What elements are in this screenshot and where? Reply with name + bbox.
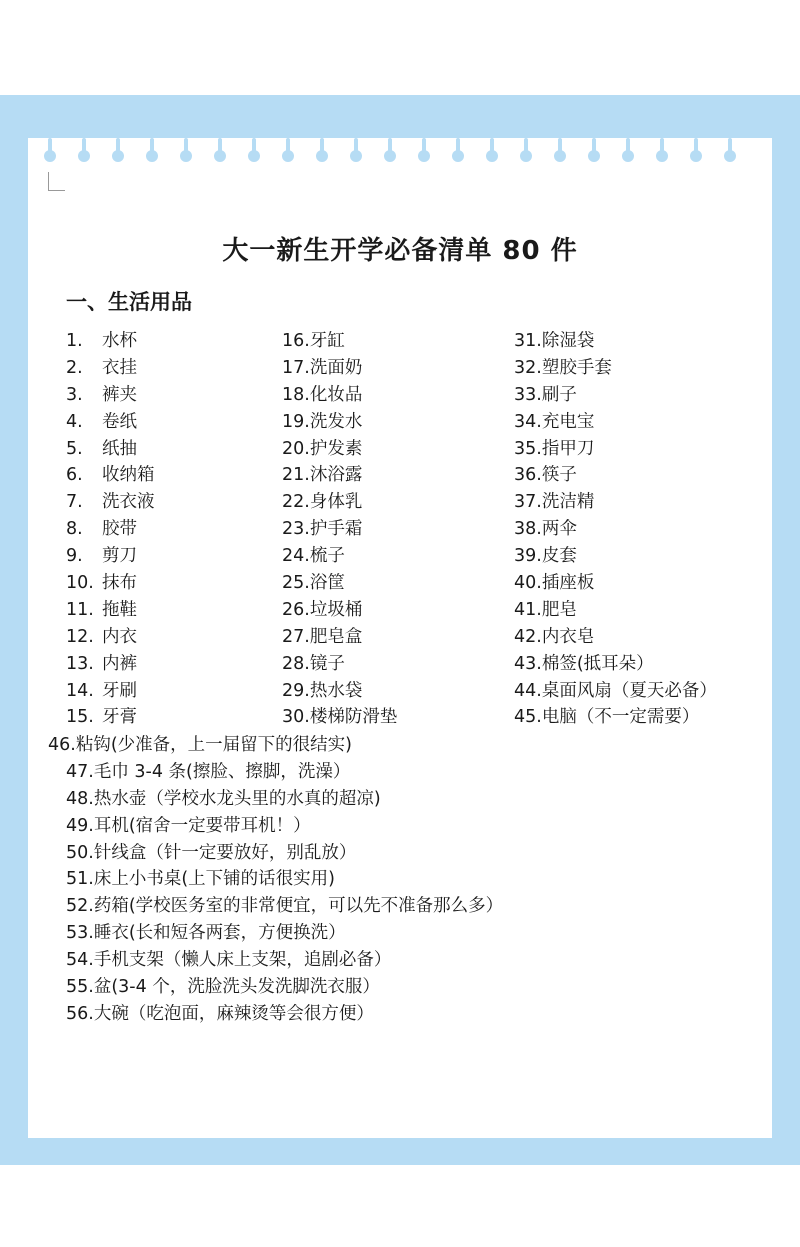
- item-label: 毛巾 3-4 条(擦脸、擦脚，洗澡）: [93, 761, 351, 782]
- list-item: [66, 624, 155, 651]
- item-label: 拖鞋: [102, 599, 137, 620]
- item-number: 21.: [282, 465, 310, 486]
- list-item: [66, 543, 155, 570]
- item-number: 22.: [282, 492, 310, 513]
- list-item: [514, 409, 717, 436]
- item-number: 10.: [66, 573, 94, 594]
- item-column-3: [514, 328, 717, 731]
- item-number: 31.: [514, 331, 542, 351]
- item-number: 8.: [66, 519, 83, 540]
- binder-hole: [622, 150, 634, 162]
- item-label: 针线盒（针一定要放好，别乱放）: [93, 842, 357, 863]
- item-number: 35.: [514, 438, 542, 459]
- item-column-2: [282, 328, 397, 731]
- item-label: 浴筐: [309, 573, 345, 594]
- item-label: 手机支架（懒人床上支架，追剧必备）: [93, 950, 392, 971]
- item-column-1: [66, 328, 155, 731]
- binder-hole: [112, 150, 124, 162]
- item-label: 肥皂: [541, 599, 577, 620]
- list-item: [282, 570, 397, 597]
- item-label: 棉签(抵耳朵）: [541, 653, 654, 674]
- binder-hole: [452, 150, 464, 162]
- item-number: 45.: [514, 707, 542, 728]
- item-number: 37.: [514, 492, 542, 513]
- binder-hole: [656, 150, 668, 162]
- list-item: [514, 624, 717, 651]
- binder-hole: [316, 150, 328, 162]
- binder-hole: [588, 150, 600, 162]
- item-label: 裤夹: [102, 384, 137, 405]
- list-item: [66, 382, 155, 409]
- binder-hole: [78, 150, 90, 162]
- item-number: 43.: [514, 653, 542, 674]
- binder-hole: [418, 150, 430, 162]
- list-item: [282, 597, 397, 624]
- item-number: 56.: [66, 1003, 94, 1024]
- list-item: [66, 409, 155, 436]
- list-item: [66, 462, 155, 489]
- item-label: 床上小书桌(上下铺的话很实用): [93, 869, 335, 890]
- item-number: 1.: [66, 331, 83, 351]
- list-item: [48, 866, 503, 893]
- item-label: 桌面风扇（夏天必备）: [541, 680, 717, 701]
- list-item: [282, 624, 397, 651]
- item-label: 梳子: [309, 546, 345, 567]
- list-item: [282, 462, 397, 489]
- binder-hole: [520, 150, 532, 162]
- list-item: [48, 732, 503, 759]
- list-item: [514, 489, 717, 516]
- item-label: 电脑（不一定需要）: [541, 707, 700, 728]
- item-number: 4.: [66, 411, 83, 432]
- item-number: 17.: [282, 357, 310, 378]
- item-label: 指甲刀: [541, 438, 595, 459]
- list-item: [514, 597, 717, 624]
- item-label: 充电宝: [541, 411, 595, 432]
- item-number: 3.: [66, 384, 83, 405]
- item-number: 19.: [282, 411, 310, 432]
- item-label: 剪刀: [102, 546, 137, 567]
- binder-holes: [28, 138, 772, 168]
- list-item: [282, 328, 397, 355]
- item-label: 粘钩(少准备，上一届留下的很结实): [75, 735, 352, 755]
- item-number: 29.: [282, 680, 310, 701]
- list-item: [282, 516, 397, 543]
- list-item: [48, 947, 503, 974]
- list-item: [282, 678, 397, 705]
- item-label: 抹布: [102, 573, 137, 594]
- list-item: [282, 651, 397, 678]
- section-title: 一、生活用品: [66, 290, 192, 314]
- item-label: 护发素: [309, 438, 363, 459]
- corner-mark: [48, 172, 65, 191]
- binder-hole: [282, 150, 294, 162]
- binder-hole: [554, 150, 566, 162]
- item-label: 洗洁精: [541, 492, 595, 513]
- list-item: [514, 355, 717, 382]
- list-item: [514, 436, 717, 463]
- item-label: 睡衣(长和短各两套，方便换洗）: [93, 923, 346, 944]
- item-number: 50.: [66, 842, 94, 863]
- item-label: 牙缸: [309, 331, 345, 351]
- binder-hole: [350, 150, 362, 162]
- item-label: 纸抽: [102, 438, 137, 459]
- list-item: [514, 651, 717, 678]
- item-number: 44.: [514, 680, 542, 701]
- item-number: 33.: [514, 384, 542, 405]
- item-number: 23.: [282, 519, 310, 540]
- item-label: 除湿袋: [541, 331, 595, 351]
- item-number: 24.: [282, 546, 310, 567]
- item-label: 皮套: [541, 546, 577, 567]
- item-number: 12.: [66, 626, 94, 647]
- item-number: 34.: [514, 411, 542, 432]
- item-label: 耳机(宿舍一定要带耳机！）: [93, 815, 311, 836]
- item-number: 15.: [66, 707, 94, 728]
- binder-hole: [486, 150, 498, 162]
- list-item: [514, 382, 717, 409]
- item-number: 2.: [66, 357, 83, 378]
- list-item: [66, 355, 155, 382]
- item-label: 插座板: [541, 573, 595, 594]
- item-label: 楼梯防滑垫: [309, 707, 398, 728]
- item-number: 27.: [282, 626, 310, 647]
- item-number: 6.: [66, 465, 83, 486]
- item-label: 筷子: [541, 465, 577, 486]
- list-item: [514, 704, 717, 731]
- item-label: 药箱(学校医务室的非常便宜，可以先不准备那么多）: [93, 896, 504, 917]
- list-item: [66, 328, 155, 355]
- item-number: 36.: [514, 465, 542, 486]
- list-item: [66, 436, 155, 463]
- binder-hole: [146, 150, 158, 162]
- item-number: 55.: [66, 977, 94, 998]
- list-item: [48, 786, 503, 813]
- item-number: 5.: [66, 438, 83, 459]
- item-label: 两伞: [541, 519, 577, 540]
- list-item: [66, 516, 155, 543]
- item-number: 40.: [514, 573, 542, 594]
- item-number: 48.: [66, 788, 94, 809]
- item-label: 肥皂盒: [309, 626, 363, 647]
- binder-hole: [180, 150, 192, 162]
- item-number: 32.: [514, 357, 542, 378]
- torn-paper-edge: [28, 1090, 772, 1150]
- list-item: [66, 597, 155, 624]
- item-label: 洗面奶: [309, 357, 363, 378]
- item-label: 身体乳: [309, 492, 363, 513]
- page-title: 大一新生开学必备清单 80 件: [222, 236, 578, 266]
- item-label: 水杯: [102, 331, 137, 351]
- list-item: [282, 704, 397, 731]
- item-label: 沐浴露: [309, 465, 363, 486]
- list-item: [66, 678, 155, 705]
- list-item: [66, 489, 155, 516]
- item-label: 垃圾桶: [309, 599, 363, 620]
- item-label: 镜子: [309, 653, 345, 674]
- list-item: [66, 570, 155, 597]
- item-number: 46.: [48, 735, 76, 755]
- list-item: [48, 1001, 503, 1028]
- list-item: [514, 570, 717, 597]
- item-label: 收纳箱: [102, 465, 155, 486]
- item-label: 塑胶手套: [541, 357, 612, 378]
- list-item: [282, 489, 397, 516]
- list-item: [514, 462, 717, 489]
- item-label: 内衣皂: [541, 626, 595, 647]
- item-number: 41.: [514, 599, 542, 620]
- item-label: 热水壶（学校水龙头里的水真的超凉): [93, 788, 381, 809]
- binder-hole: [690, 150, 702, 162]
- item-number: 30.: [282, 707, 310, 728]
- item-number: 26.: [282, 599, 310, 620]
- item-number: 47.: [66, 761, 94, 782]
- item-number: 7.: [66, 492, 83, 513]
- item-number: 42.: [514, 626, 542, 647]
- item-number: 20.: [282, 438, 310, 459]
- item-number: 28.: [282, 653, 310, 674]
- list-item: [282, 355, 397, 382]
- list-item: [48, 893, 503, 920]
- list-item: [514, 543, 717, 570]
- list-item: [514, 678, 717, 705]
- item-label: 盆(3-4 个，洗脸洗头发洗脚洗衣服）: [93, 977, 380, 998]
- list-item: [282, 436, 397, 463]
- item-label: 内裤: [102, 653, 137, 674]
- item-number: 39.: [514, 546, 542, 567]
- list-item: [48, 920, 503, 947]
- item-label: 热水袋: [309, 680, 363, 701]
- long-item-list: [48, 732, 503, 1028]
- list-item: [282, 543, 397, 570]
- binder-hole: [384, 150, 396, 162]
- item-number: 53.: [66, 923, 94, 944]
- item-number: 54.: [66, 950, 94, 971]
- item-number: 13.: [66, 653, 94, 674]
- item-label: 牙膏: [102, 707, 137, 728]
- list-item: [48, 759, 503, 786]
- list-item: [514, 516, 717, 543]
- item-number: 49.: [66, 815, 94, 836]
- item-number: 52.: [66, 896, 94, 917]
- item-label: 刷子: [541, 384, 577, 405]
- item-label: 洗发水: [309, 411, 363, 432]
- list-item: [48, 813, 503, 840]
- item-number: 16.: [282, 331, 310, 351]
- item-label: 内衣: [102, 626, 137, 647]
- item-label: 大碗（吃泡面，麻辣烫等会很方便）: [93, 1003, 374, 1024]
- list-item: [282, 409, 397, 436]
- item-label: 衣挂: [102, 357, 137, 378]
- list-item: [282, 382, 397, 409]
- binder-hole: [214, 150, 226, 162]
- binder-hole: [248, 150, 260, 162]
- list-item: [66, 704, 155, 731]
- item-number: 18.: [282, 384, 310, 405]
- binder-hole: [44, 150, 56, 162]
- item-number: 38.: [514, 519, 542, 540]
- item-label: 洗衣液: [102, 492, 155, 513]
- item-number: 9.: [66, 546, 83, 567]
- item-number: 11.: [66, 599, 94, 620]
- binder-hole: [724, 150, 736, 162]
- item-number: 14.: [66, 680, 94, 701]
- item-label: 护手霜: [309, 519, 363, 540]
- item-label: 胶带: [102, 519, 137, 540]
- list-item: [48, 974, 503, 1001]
- list-item: [66, 651, 155, 678]
- item-number: 25.: [282, 573, 310, 594]
- list-item: [514, 328, 717, 355]
- item-label: 化妆品: [309, 384, 363, 405]
- item-label: 牙刷: [102, 680, 137, 701]
- item-number: 51.: [66, 869, 94, 890]
- item-label: 卷纸: [102, 411, 137, 432]
- list-item: [48, 840, 503, 867]
